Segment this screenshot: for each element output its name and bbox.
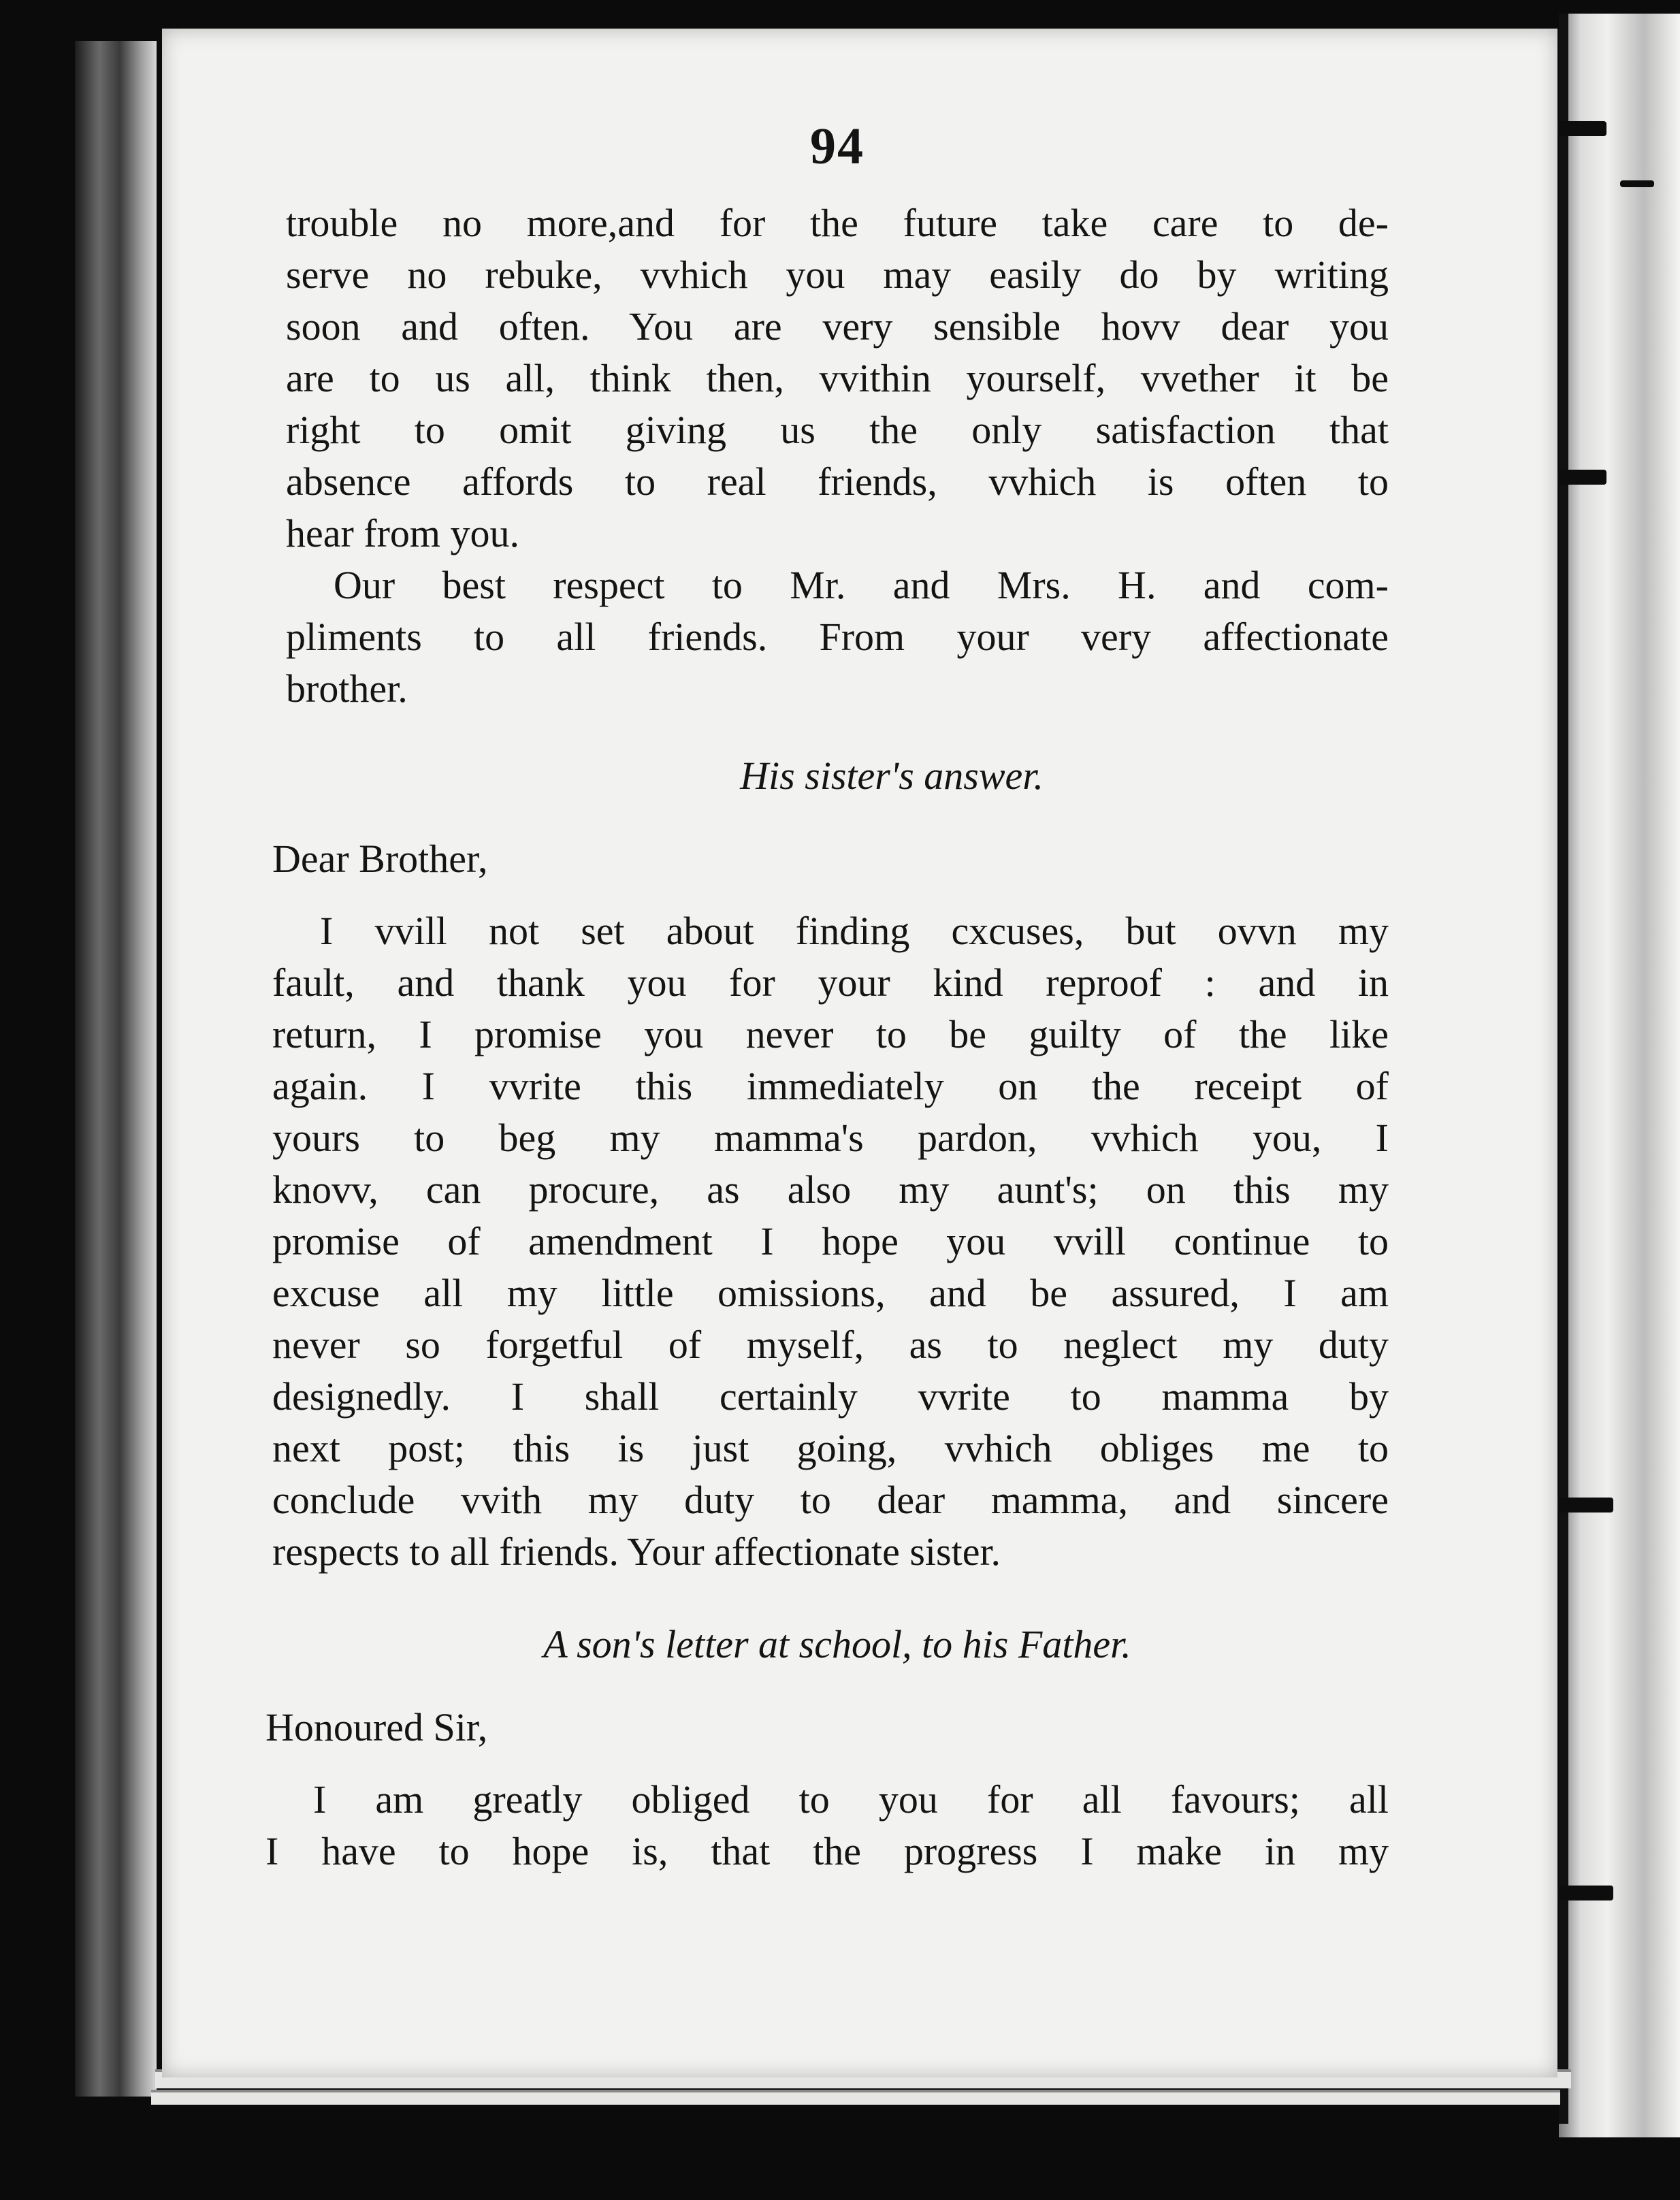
text-line: hear from you. (286, 511, 520, 555)
page-number: 94 (810, 118, 865, 175)
section-heading-sister-answer: His sister's answer. (740, 754, 1044, 798)
text-line: are to us all, think then, vvithin yourself, vvether it be (286, 356, 1389, 400)
text-line: promise of amendment I hope you vvill continue to (272, 1219, 1389, 1263)
book-spine (1559, 14, 1568, 2124)
salutation: Honoured Sir, (265, 1705, 488, 1749)
text-line: I am greatly obliged to you for all favours; all (313, 1777, 1389, 1822)
binding-stitch (1620, 180, 1654, 187)
text-line: knovv, can procure, as also my aunt's; on this my (272, 1167, 1389, 1212)
closing-paragraph (286, 560, 1389, 715)
adjacent-page-edge (1559, 14, 1680, 2137)
text-line: I have to hope is, that the progress I make in my (265, 1829, 1389, 1873)
text-line: next post; this is just going, vvhich obliges me to (272, 1426, 1389, 1470)
text-line: trouble no more,and for the future take care to de- (286, 201, 1389, 245)
page-text (265, 95, 1389, 1877)
text-line: fault, and thank you for your kind reproof : and in (272, 960, 1389, 1005)
text-line: serve no rebuke, vvhich you may easily do by writing (286, 253, 1389, 297)
text-line: return, I promise you never to be guilty of the like (272, 1012, 1389, 1056)
text-line: excuse all my little omissions, and be assured, I am (272, 1271, 1389, 1315)
text-line: yours to beg my mamma's pardon, vvhich you, I (272, 1116, 1389, 1160)
sister-answer-paragraph (272, 905, 1389, 1578)
section-heading-son-letter: A son's letter at school, to his Father. (543, 1622, 1131, 1666)
page-edge (151, 2090, 1560, 2105)
text-line: absence affords to real friends, vvhich is often to (286, 459, 1389, 504)
text-line: right to omit giving us the only satisfaction that (286, 408, 1389, 452)
text-line: I vvill not set about finding cxcuses, but ovvn my (320, 909, 1389, 953)
text-line: soon and often. You are very sensible hovv dear you (286, 304, 1389, 349)
text-line: designedly. I shall certainly vvrite to mamma by (272, 1374, 1389, 1419)
salutation: Dear Brother, (272, 837, 488, 881)
continuation-paragraph (286, 197, 1389, 560)
text-line: never so forgetful of myself, as to neglect my duty (272, 1323, 1389, 1367)
book-gutter (75, 41, 157, 2097)
text-line: respects to all friends. Your affectionate sister. (272, 1530, 1001, 1574)
son-letter-paragraph (265, 1774, 1389, 1877)
text-line: Our best respect to Mr. and Mrs. H. and com- (334, 563, 1389, 607)
text-line: again. I vvrite this immediately on the receipt of (272, 1064, 1389, 1108)
text-line: pliments to all friends. From your very affectionate (286, 615, 1389, 659)
text-line: brother. (286, 666, 408, 711)
text-line: conclude vvith my duty to dear mamma, and sincere (272, 1478, 1389, 1522)
